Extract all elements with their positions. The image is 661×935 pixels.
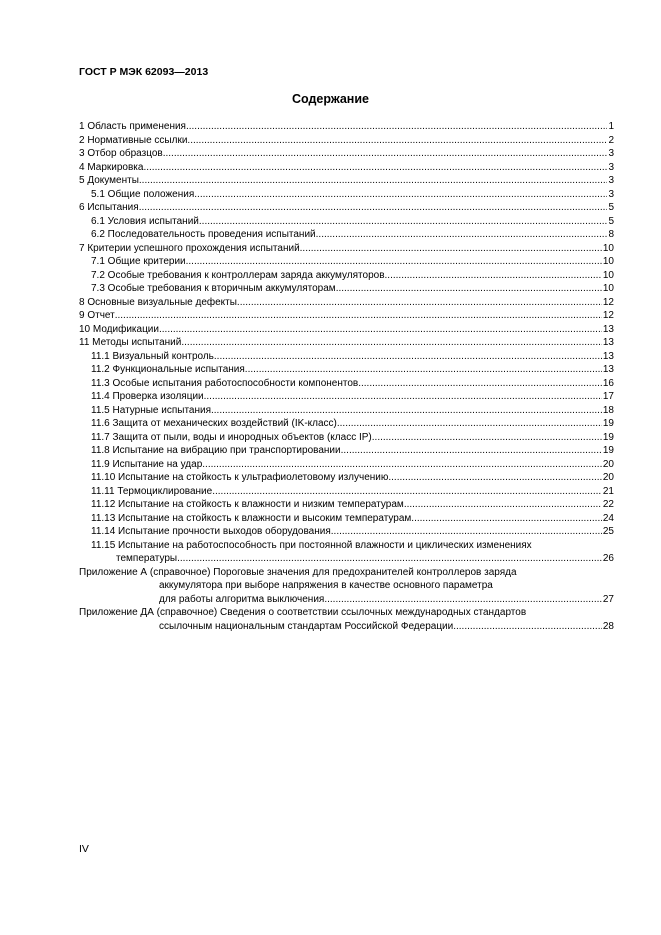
toc-entry[interactable] (79, 579, 614, 593)
dot-leader (358, 377, 602, 391)
toc-entry[interactable] (79, 188, 614, 202)
dot-leader (331, 525, 602, 539)
toc-entry[interactable] (79, 161, 614, 175)
toc-entry[interactable] (79, 431, 614, 445)
dot-leader (404, 498, 602, 512)
dot-leader (194, 188, 607, 202)
dot-leader (211, 404, 602, 418)
toc-entry-title: 4 Маркировка (79, 161, 144, 173)
toc-entry-title: 8 Основные визуальные дефекты (79, 296, 237, 308)
toc-entry-page: 13 (602, 350, 614, 362)
toc-entry[interactable] (79, 606, 614, 620)
toc-entry-page: 17 (602, 391, 614, 402)
toc-entry[interactable] (79, 458, 614, 472)
toc-entry-title: 5.1 Общие положения (91, 188, 195, 200)
dot-leader (324, 593, 602, 607)
toc-entry-page: 5 (608, 202, 614, 213)
dot-leader (177, 552, 602, 566)
toc-entry[interactable] (79, 255, 614, 269)
toc-entry-title: Приложение ДА (справочное) Сведения о соответствии ссылочных международных стандартов (79, 607, 527, 618)
dot-leader (245, 363, 602, 377)
toc-entry[interactable] (79, 552, 614, 566)
dot-leader (202, 458, 602, 472)
toc-entry-title: 11.6 Защита от механических воздействий (IK-класс) (91, 418, 337, 429)
toc-entry[interactable] (79, 417, 614, 431)
toc-entry-title: 10 Модификации (79, 323, 159, 335)
toc-entry-page: 25 (602, 526, 614, 537)
toc-entry-page: 1 (608, 121, 614, 132)
toc-entry-title: 11.9 Испытание на удар (91, 458, 203, 470)
dot-leader (143, 161, 607, 175)
toc-entry-title: 7 Критерии успешного прохождения испытаний (79, 242, 300, 254)
toc-entry-page: 10 (602, 283, 614, 294)
dot-leader (199, 215, 608, 229)
toc-entry-title: 3 Отбор образцов (79, 148, 163, 159)
toc-entry[interactable] (79, 296, 614, 310)
toc-entry-page: 3 (608, 188, 614, 200)
toc-entry-title: 11.3 Особые испытания работоспособности компонентов (91, 377, 359, 389)
toc-entry-page: 3 (608, 161, 614, 173)
dot-leader (187, 134, 607, 148)
toc-entry-page: 10 (602, 256, 614, 267)
toc-entry-title: ссылочным национальным стандартам Российской Федерации (159, 620, 454, 632)
toc-entry-page: 13 (602, 337, 614, 348)
toc-entry[interactable] (79, 471, 614, 485)
toc-entry[interactable] (79, 174, 614, 188)
toc-entry-title: 11.10 Испытание на стойкость к ультрафиолетовому излучению (91, 472, 389, 483)
dot-leader (139, 201, 608, 215)
dot-leader (341, 444, 602, 458)
dot-leader (388, 471, 602, 485)
dot-leader (181, 336, 602, 350)
toc-entry[interactable] (79, 485, 614, 499)
toc-entry-page: 3 (608, 175, 614, 186)
toc-entry-title: 11 Методы испытаний (79, 337, 182, 348)
toc-entry-title: 11.11 Термоциклирование (91, 485, 213, 497)
toc-entry[interactable] (79, 309, 614, 323)
toc-entry-title: 6.2 Последовательность проведения испытаний (91, 229, 316, 240)
dot-leader (163, 147, 608, 161)
toc-entry-title: 2 Нормативные ссылки (79, 134, 188, 146)
toc-entry-title: для работы алгоритма выключения (159, 593, 325, 605)
dot-leader (453, 620, 602, 634)
dot-leader (115, 309, 602, 323)
toc-entry-title: 6.1 Условия испытаний (91, 215, 199, 227)
toc-entry[interactable] (79, 134, 614, 148)
toc-entry-page: 8 (608, 229, 614, 240)
toc-entry[interactable] (79, 390, 614, 404)
dot-leader (214, 350, 602, 364)
toc-entry-page: 13 (602, 323, 614, 335)
table-of-contents (79, 120, 614, 633)
toc-entry-title: 9 Отчет (79, 310, 115, 321)
toc-entry-title: аккумулятора при выборе напряжения в качестве основного параметра (159, 580, 493, 591)
toc-entry-title: 11.15 Испытание на работоспособность при постоянной влажности и циклических изменениях (91, 539, 532, 551)
toc-entry[interactable] (79, 242, 614, 256)
toc-entry-title: 11.5 Натурные испытания (91, 404, 211, 416)
toc-entry[interactable] (79, 363, 614, 377)
toc-entry-page: 2 (608, 134, 614, 146)
dot-leader (385, 269, 602, 283)
toc-entry-title: 11.4 Проверка изоляции (91, 391, 204, 402)
toc-entry[interactable] (79, 350, 614, 364)
toc-entry[interactable] (79, 444, 614, 458)
toc-entry-page: 28 (602, 620, 614, 632)
toc-entry[interactable] (79, 593, 614, 607)
toc-entry-page: 12 (602, 296, 614, 308)
toc-entry[interactable] (79, 525, 614, 539)
toc-entry-title: 6 Испытания (79, 202, 139, 213)
dot-leader (237, 296, 602, 310)
toc-entry-page: 10 (602, 242, 614, 254)
toc-entry-page: 24 (602, 512, 614, 524)
dot-leader (186, 120, 607, 134)
dot-leader (411, 512, 602, 526)
toc-entry[interactable] (79, 404, 614, 418)
toc-entry-title: Приложение А (справочное) Пороговые значения для предохранителей контроллеров заряда (79, 566, 517, 578)
toc-entry-page: 19 (602, 445, 614, 456)
toc-entry[interactable] (79, 120, 614, 134)
toc-entry-page: 19 (602, 418, 614, 429)
toc-entry-page: 16 (602, 377, 614, 389)
standard-designation: ГОСТ Р МЭК 62093—2013 (79, 66, 209, 78)
toc-entry-title: 7.3 Особые требования к вторичным аккумуляторам (91, 283, 336, 294)
dot-leader (300, 242, 602, 256)
dot-leader (212, 485, 602, 499)
page-title: Содержание (291, 92, 369, 106)
toc-entry-title: 11.14 Испытание прочности выходов оборудования (91, 526, 331, 537)
toc-entry-title: 11.1 Визуальный контроль (91, 350, 214, 362)
toc-entry[interactable] (79, 336, 614, 350)
toc-entry-title: 11.13 Испытание на стойкость к влажности и высоким температурам (91, 512, 412, 524)
toc-entry[interactable] (79, 620, 614, 634)
dot-leader (204, 390, 602, 404)
page-number: IV (79, 843, 89, 855)
toc-entry[interactable] (79, 201, 614, 215)
toc-entry-page: 21 (602, 485, 614, 497)
dot-leader (372, 431, 602, 445)
toc-entry[interactable] (79, 566, 614, 580)
toc-entry-title: 11.8 Испытание на вибрацию при транспортировании (91, 445, 341, 456)
toc-entry-title: температуры (116, 553, 178, 564)
toc-entry-page: 20 (602, 458, 614, 470)
toc-entry[interactable] (79, 147, 614, 161)
toc-entry-page: 3 (608, 148, 614, 159)
toc-entry[interactable] (79, 539, 614, 553)
toc-entry[interactable] (79, 228, 614, 242)
dot-leader (337, 417, 602, 431)
toc-entry[interactable] (79, 323, 614, 337)
toc-entry-title: 11.7 Защита от пыли, воды и инородных объектов (класс IP) (91, 431, 372, 443)
toc-entry[interactable] (79, 282, 614, 296)
toc-entry-title: 7.2 Особые требования к контроллерам заряда аккумуляторов (91, 269, 385, 281)
dot-leader (336, 282, 602, 296)
dot-leader (139, 174, 608, 188)
toc-entry[interactable] (79, 269, 614, 283)
toc-entry-page: 5 (608, 215, 614, 227)
toc-entry-page: 26 (602, 553, 614, 564)
toc-entry[interactable] (79, 377, 614, 391)
toc-entry-page: 10 (602, 269, 614, 281)
toc-entry-page: 18 (602, 404, 614, 416)
toc-entry-title: 11.12 Испытание на стойкость к влажности и низким температурам (91, 499, 404, 510)
toc-entry-title: 1 Область применения (79, 121, 186, 132)
toc-entry[interactable] (79, 498, 614, 512)
toc-entry-page: 27 (602, 593, 614, 605)
dot-leader (159, 323, 602, 337)
toc-entry-page: 22 (602, 499, 614, 510)
toc-entry[interactable] (79, 215, 614, 229)
dot-leader (186, 255, 602, 269)
dot-leader (316, 228, 608, 242)
toc-entry-title: 11.2 Функциональные испытания (91, 364, 245, 375)
toc-entry-title: 5 Документы (79, 175, 139, 186)
toc-entry-title: 7.1 Общие критерии (91, 256, 186, 267)
toc-entry[interactable] (79, 512, 614, 526)
toc-entry-page: 19 (602, 431, 614, 443)
toc-entry-page: 20 (602, 472, 614, 483)
toc-entry-page: 12 (602, 310, 614, 321)
toc-entry-page: 13 (602, 364, 614, 375)
